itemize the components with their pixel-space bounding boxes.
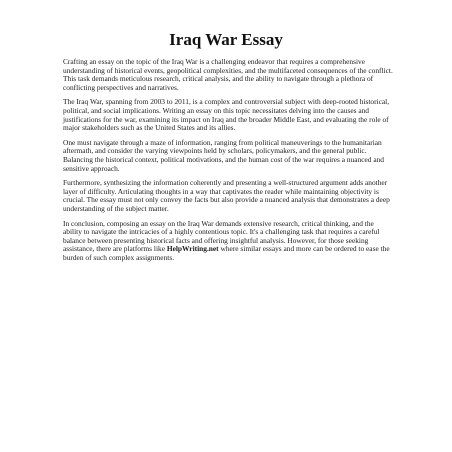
conclusion-text-after: where similar essays and more can be ordered to ease the burden of such complex assignments. xyxy=(63,244,390,262)
paragraph-background: The Iraq War, spanning from 2003 to 2011, is a complex and controversial subject with deep-rooted historical, political, and social implications. Writing an essay on this topic necessitates delving into the causes and justifications for the war, examining its impact on Iraq and the broader Middle East, and evaluating the role of major stakeholders such as the United States and its allies. xyxy=(63,97,390,133)
paragraph-perspectives: One must navigate through a maze of information, ranging from political maneuverings to the humanitarian aftermath, and consider the varying viewpoints held by scholars, policymakers, and the general public. Balancing the historical context, political motivations, and the human cost of the war requires a nuanced and sensitive approach. xyxy=(63,137,384,173)
document-title: Iraq War Essay xyxy=(169,30,283,49)
paragraph-synthesis: Furthermore, synthesizing the information coherently and presenting a well-structured argument adds another layer of difficulty. Articulating thoughts in a way that captivates the reader while maintaining objectivity is crucial. The essay must not only convey the facts but also provide a nuanced analysis that demonstrates a deep understanding of the subject matter. xyxy=(63,178,390,213)
paragraph-intro: Crafting an essay on the topic of the Iraq War is a challenging endeavor that requires a comprehensive understanding of historical events, geopolitical complexities, and the multifaceted consequences of the conflict. This task demands meticulous research, critical analysis, and the ability to navigate through a plethora of conflicting perspectives and narratives. xyxy=(63,57,393,92)
conclusion-text-before: In conclusion, composing an essay on the Iraq War demands extensive research, critical thinking, and the ability to navigate the intricacies of a highly contentious topic. It's a challenging task that requires a careful balance between presenting historical facts and offering insightful analysis. However, for those seeking assistance, there are platforms like xyxy=(63,218,380,254)
document-body xyxy=(63,58,393,268)
paragraph-conclusion xyxy=(63,220,393,263)
helpwriting-link-text: HelpWriting.net xyxy=(166,244,219,254)
